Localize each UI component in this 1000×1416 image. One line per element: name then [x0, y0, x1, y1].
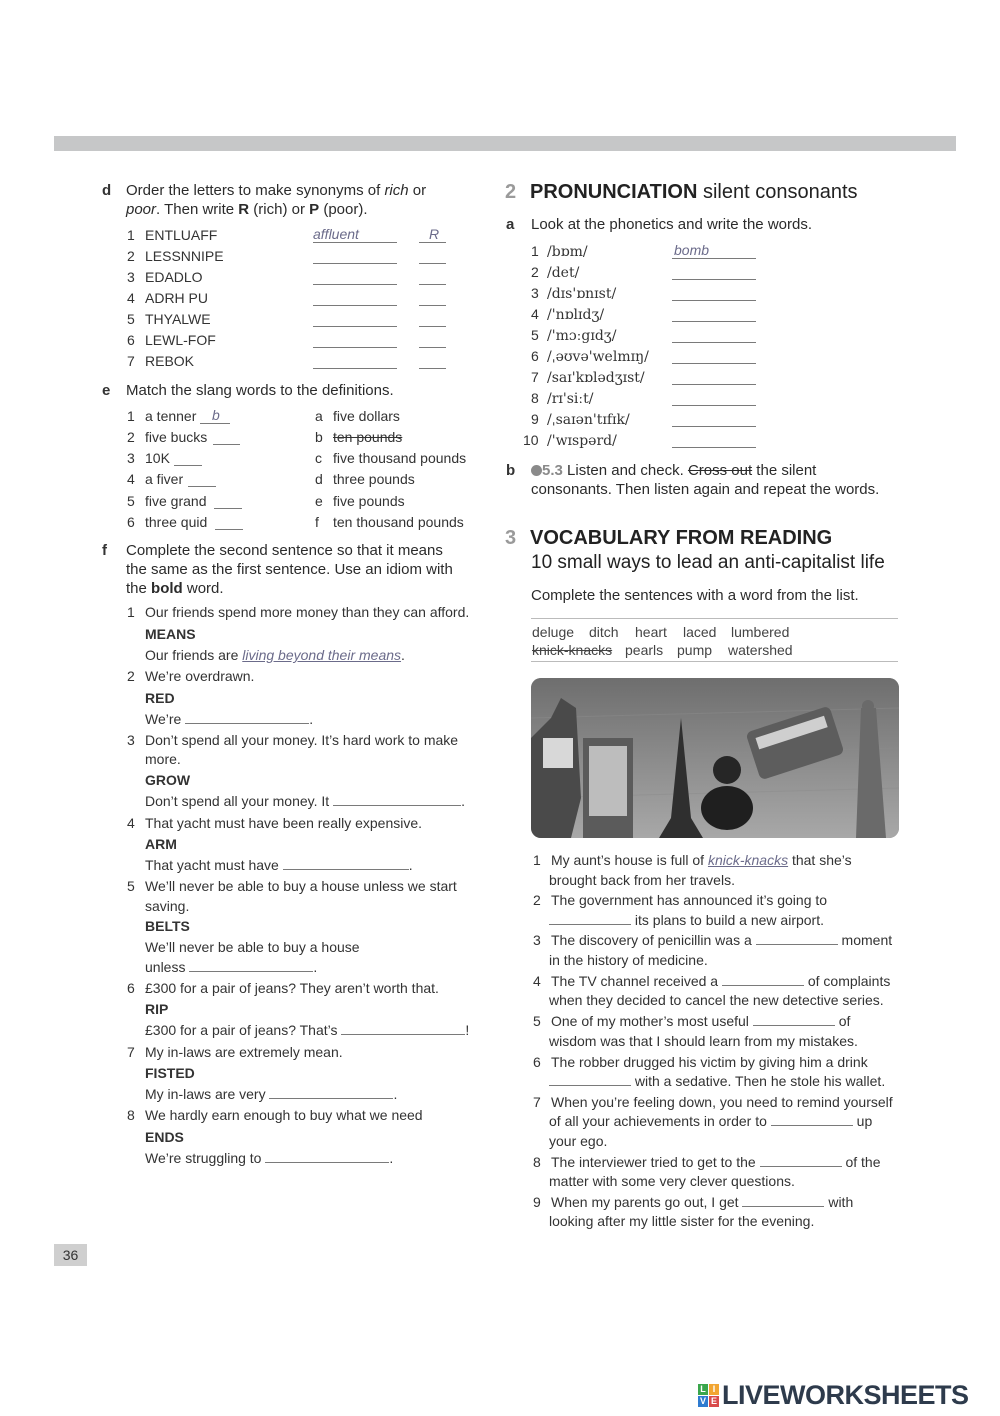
section-3-number: 3: [505, 527, 517, 549]
list-item: 7 When you’re feeling down, you need to remind yourself: [533, 1094, 893, 1110]
answer-field[interactable]: [742, 1194, 824, 1207]
word-item: lumbered: [731, 624, 790, 640]
answer-field[interactable]: [313, 310, 397, 327]
keyword: MEANS: [145, 626, 196, 642]
answer-field[interactable]: [672, 326, 756, 343]
list-item: 2 five bucks: [127, 429, 208, 445]
list-item-continued: more.: [145, 751, 181, 767]
page-number: 36: [54, 1244, 87, 1266]
answer-field[interactable]: [313, 247, 397, 264]
section-2-number: 2: [505, 181, 517, 203]
list-item: 8 The interviewer tried to get to the of the: [533, 1154, 881, 1170]
answer-field[interactable]: [265, 1150, 389, 1163]
answer-field[interactable]: [672, 242, 756, 259]
list-item-continued: wisdom was that I should learn from my mistakes.: [549, 1033, 858, 1049]
keyword: ENDS: [145, 1129, 184, 1145]
rp-field[interactable]: [419, 289, 446, 306]
word-item: pearls: [625, 642, 664, 658]
list-item: 1 Our friends spend more money than they can afford.: [127, 604, 470, 620]
section-2b-letter: b: [506, 462, 516, 479]
list-item-continued: when they decided to cancel the new detective series.: [549, 992, 884, 1008]
answer-field[interactable]: [672, 389, 756, 406]
list-item: 3 10K: [127, 450, 170, 466]
answer-sentence: We’ll never be able to buy a house: [145, 939, 360, 955]
list-item-continued: brought back from her travels.: [549, 872, 735, 888]
list-item: 4 That yacht must have been really expensive.: [127, 815, 423, 831]
answer-sentence: We’re struggling to .: [145, 1150, 394, 1166]
list-item-continued: in the history of medicine.: [549, 952, 708, 968]
word-list-box: [531, 618, 898, 662]
list-item: 7 My in-laws are extremely mean.: [127, 1044, 343, 1060]
list-item: 7 REBOK: [127, 353, 195, 369]
word-item: pump: [677, 642, 713, 658]
answer-field[interactable]: [341, 1022, 465, 1035]
list-item-continued: looking after my little sister for the evening.: [549, 1213, 815, 1229]
answer-field[interactable]: [313, 289, 397, 306]
list-item: 1 My aunt’s house is full of knick-knacks that she’s: [533, 852, 852, 868]
definition-item: b ten pounds: [315, 429, 403, 445]
answer-sentence: My in-laws are very .: [145, 1086, 398, 1102]
match-field[interactable]: [214, 492, 242, 509]
rp-field[interactable]: [419, 268, 446, 285]
section-3-subtitle: 10 small ways to lead an anti-capitalist life: [531, 552, 885, 573]
phonetic-item: 10 /'wɪspərd/: [523, 432, 617, 449]
keyword: RIP: [145, 1001, 169, 1017]
audio-icon[interactable]: [531, 465, 542, 476]
section-e-instruction: Match the slang words to the definitions.: [126, 382, 394, 399]
answer-field[interactable]: [189, 959, 313, 972]
definition-item: e five pounds: [315, 493, 405, 509]
answer-field[interactable]: [283, 857, 409, 870]
phonetic-item: 2 /det/: [531, 264, 580, 281]
answer-field[interactable]: [753, 1013, 835, 1026]
word-item: ditch: [589, 624, 619, 640]
answer-value[interactable]: knick-knacks: [707, 852, 789, 868]
answer-field[interactable]: [313, 352, 397, 369]
list-item-continued: its plans to build a new airport.: [549, 912, 824, 928]
section-2a-instruction: Look at the phonetics and write the words.: [531, 216, 813, 233]
rp-field[interactable]: [419, 352, 446, 369]
icon-letter: V: [699, 1396, 706, 1406]
list-item: 6 LEWL-FOF: [127, 332, 216, 348]
list-item: 4 The TV channel received a of complaints: [533, 973, 891, 989]
match-field[interactable]: [213, 428, 240, 445]
icon-letter: L: [698, 1384, 708, 1395]
keyword: BELTS: [145, 918, 190, 934]
liveworksheets-logo[interactable]: LIVEWORKSHEETS: [722, 1380, 969, 1410]
answer-sentence: That yacht must have .: [145, 857, 413, 873]
rp-value: R: [429, 226, 440, 242]
answer-value: affluent: [313, 226, 359, 242]
answer-field[interactable]: [333, 793, 461, 806]
keyword: ARM: [145, 836, 177, 852]
answer-field[interactable]: [313, 331, 397, 348]
list-item: 5 We’ll never be able to buy a house unless we start: [127, 878, 457, 894]
list-item: 1 a tenner: [127, 408, 197, 424]
answer-field[interactable]: [756, 932, 838, 945]
answer-field[interactable]: [722, 973, 804, 986]
list-item: 3 Don’t spend all your money. It’s hard work to make: [127, 732, 459, 748]
list-item: 3 EDADLO: [127, 269, 203, 285]
section-f-instruction: Complete the second sentence so that it means the same as the first sentence. Use an idiom with the bold word.: [126, 542, 453, 597]
answer-field[interactable]: [760, 1154, 842, 1167]
list-item: 4 ADRH PU: [127, 290, 209, 306]
answer-field[interactable]: [185, 711, 309, 724]
list-item: 5 THYALWE: [127, 311, 211, 327]
icon-letter: E: [710, 1396, 717, 1406]
match-field[interactable]: [215, 513, 243, 530]
list-item: 4 a fiver: [127, 471, 184, 487]
answer-sentence: Don’t spend all your money. It .: [145, 793, 465, 809]
section-3-title: VOCABULARY FROM READING: [530, 527, 833, 549]
answer-field[interactable]: [771, 1113, 853, 1126]
word-item: deluge: [532, 624, 575, 640]
answer-field[interactable]: [672, 263, 756, 280]
answer-field[interactable]: [672, 284, 756, 301]
list-item: 8 We hardly earn enough to buy what we need: [127, 1107, 423, 1123]
phonetic-item: 6 /ˌəʊvə'welmɪŋ/: [531, 348, 649, 365]
phonetic-item: 1 /bɒm/: [531, 243, 588, 260]
section-3-instruction: Complete the sentences with a word from the list.: [531, 587, 859, 604]
word-item: knick-knacks: [532, 642, 613, 658]
answer-field[interactable]: [313, 268, 397, 285]
answer-sentence-continued: unless .: [145, 959, 318, 975]
list-item: 2 The government has announced it’s going to: [533, 892, 828, 908]
match-field[interactable]: [174, 449, 202, 466]
answer-field[interactable]: [313, 226, 397, 243]
icon-letter: I: [709, 1384, 719, 1395]
liveworksheets-icon: [698, 1384, 720, 1408]
section-e-letter: e: [102, 382, 111, 399]
keyword: RED: [145, 690, 175, 706]
answer-field[interactable]: [549, 1073, 631, 1086]
match-field[interactable]: [200, 407, 230, 424]
rp-field[interactable]: [419, 331, 446, 348]
list-item: 1 ENTLUAFF: [127, 227, 218, 243]
keyword: FISTED: [145, 1065, 195, 1081]
list-item: 2 LESSNNIPE: [127, 248, 224, 264]
list-item-continued: with a sedative. Then he stole his wallet.: [549, 1073, 885, 1089]
list-item: 3 The discovery of penicillin was a moment: [533, 932, 893, 948]
souvenirs-photo: [531, 678, 899, 838]
phonetic-item: 8 /rɪ'siːt/: [531, 390, 594, 407]
rp-field[interactable]: [419, 226, 446, 243]
rp-field[interactable]: [419, 247, 446, 264]
answer-value: bomb: [674, 242, 710, 258]
phonetic-item: 4 /'nɒlɪdʒ/: [531, 306, 605, 323]
keyword: GROW: [145, 772, 191, 788]
word-item: laced: [683, 624, 717, 640]
phonetic-item: 7 /saɪ'kɒlədʒɪst/: [531, 369, 645, 386]
phonetic-item: 9 /ˌsaɪən'tɪfɪk/: [531, 411, 630, 428]
souvenirs-illustration: [531, 678, 899, 838]
list-item: 5 five grand: [127, 493, 207, 509]
answer-sentence: £300 for a pair of jeans? That’s !: [145, 1022, 470, 1038]
rp-field[interactable]: [419, 310, 446, 327]
list-item: 6 £300 for a pair of jeans? They aren’t worth that.: [127, 980, 439, 996]
definition-item: d three pounds: [315, 471, 415, 487]
word-item: watershed: [728, 642, 793, 658]
section-2b-instruction: 5.3 Listen and check. Cross out the silent consonants. Then listen again and repeat the words.: [531, 462, 880, 498]
list-item: 6 three quid: [127, 514, 208, 530]
answer-field[interactable]: [269, 1086, 393, 1099]
section-f-letter: f: [102, 542, 107, 559]
definition-item: c five thousand pounds: [315, 450, 467, 466]
phonetic-item: 5 /'mɔːgɪdʒ/: [531, 327, 617, 344]
answer-value[interactable]: living beyond their means: [242, 647, 402, 663]
answer-field[interactable]: [672, 368, 756, 385]
word-item: heart: [635, 624, 667, 640]
section-2-title: PRONUNCIATION silent consonants: [530, 181, 858, 203]
answer-field[interactable]: [549, 912, 631, 925]
section-d-letter: d: [102, 182, 112, 199]
list-item-continued: saving.: [145, 898, 190, 914]
section-2a-letter: a: [506, 216, 515, 233]
match-value: b: [212, 407, 220, 423]
header-bar: [54, 136, 956, 151]
section-d-instruction: Order the letters to make synonyms of rich or poor. Then write R (rich) or P (poor).: [126, 182, 427, 218]
list-item: 2 We’re overdrawn.: [127, 668, 255, 684]
answer-sentence: We’re .: [145, 711, 314, 727]
definition-item: f ten thousand pounds: [315, 514, 464, 530]
answer-field[interactable]: [672, 431, 756, 448]
definition-item: a five dollars: [315, 408, 400, 424]
list-item: 5 One of my mother’s most useful of: [533, 1013, 851, 1029]
answer-field[interactable]: [672, 305, 756, 322]
list-item: 6 The robber drugged his victim by giving him a drink: [533, 1054, 868, 1070]
answer-field[interactable]: [672, 347, 756, 364]
phonetic-item: 3 /dɪs'ɒnɪst/: [531, 285, 617, 302]
list-item-continued: your ego.: [549, 1133, 608, 1149]
list-item: 9 When my parents go out, I get with: [533, 1194, 854, 1210]
answer-field[interactable]: [672, 410, 756, 427]
list-item-continued: of all your achievements in order to up: [549, 1113, 873, 1129]
list-item-continued: matter with some very clever questions.: [549, 1173, 795, 1189]
answer-sentence: Our friends are living beyond their means.: [145, 647, 405, 663]
match-field[interactable]: [188, 470, 216, 487]
